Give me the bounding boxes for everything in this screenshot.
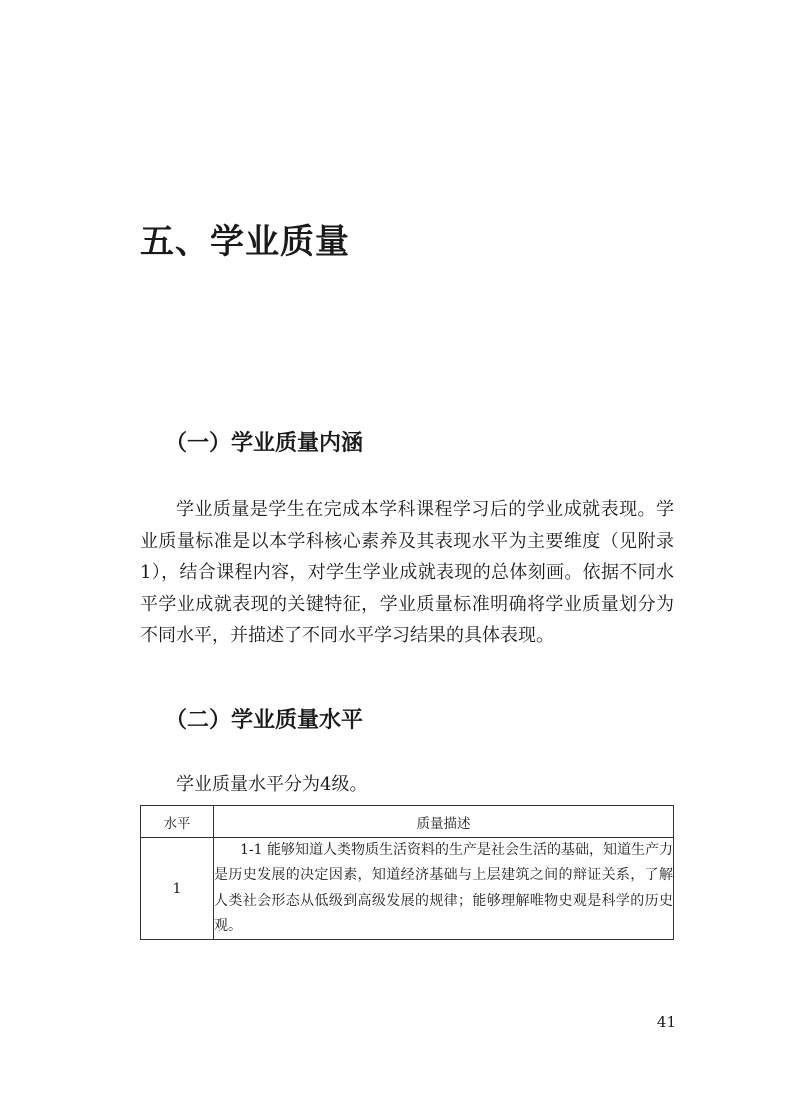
quality-levels-table <box>140 805 674 940</box>
table-cell-description: 1-1 能够知道人类物质生活资料的生产是社会生活的基础，知道生产力是历史发展的决定因素，知道经济基础与上层建筑之间的辩证关系，了解人类社会形态从低级到高级发展的规律；能够理解唯物史观是科学的历史观。 <box>214 838 674 940</box>
section-heading-academic-quality-levels: （二）学业质量水平 <box>165 708 364 733</box>
table-header-row <box>141 806 674 838</box>
section-paragraph-connotation: 学业质量是学生在完成本学科课程学习后的学业成就表现。学业质量标准是以本学科核心素养及其表现水平为主要维度（见附录1），结合课程内容，对学生学业成就表现的总体刻画。依据不同水平学业成就表现的关键特征，学业质量标准明确将学业质量划分为不同水平，并描述了不同水平学习结果的具体表现。 <box>140 499 674 647</box>
table-header-description: 质量描述 <box>214 806 674 838</box>
page-number: 41 <box>656 1013 676 1031</box>
table-header-level: 水平 <box>141 806 214 838</box>
section-heading-academic-quality-connotation: （一）学业质量内涵 <box>165 431 364 456</box>
table-row <box>141 838 674 940</box>
table-cell-level: 1 <box>141 838 214 940</box>
section-paragraph-levels-intro: 学业质量水平分为4级。 <box>176 774 368 795</box>
chapter-title: 五、学业质量 <box>140 222 350 262</box>
